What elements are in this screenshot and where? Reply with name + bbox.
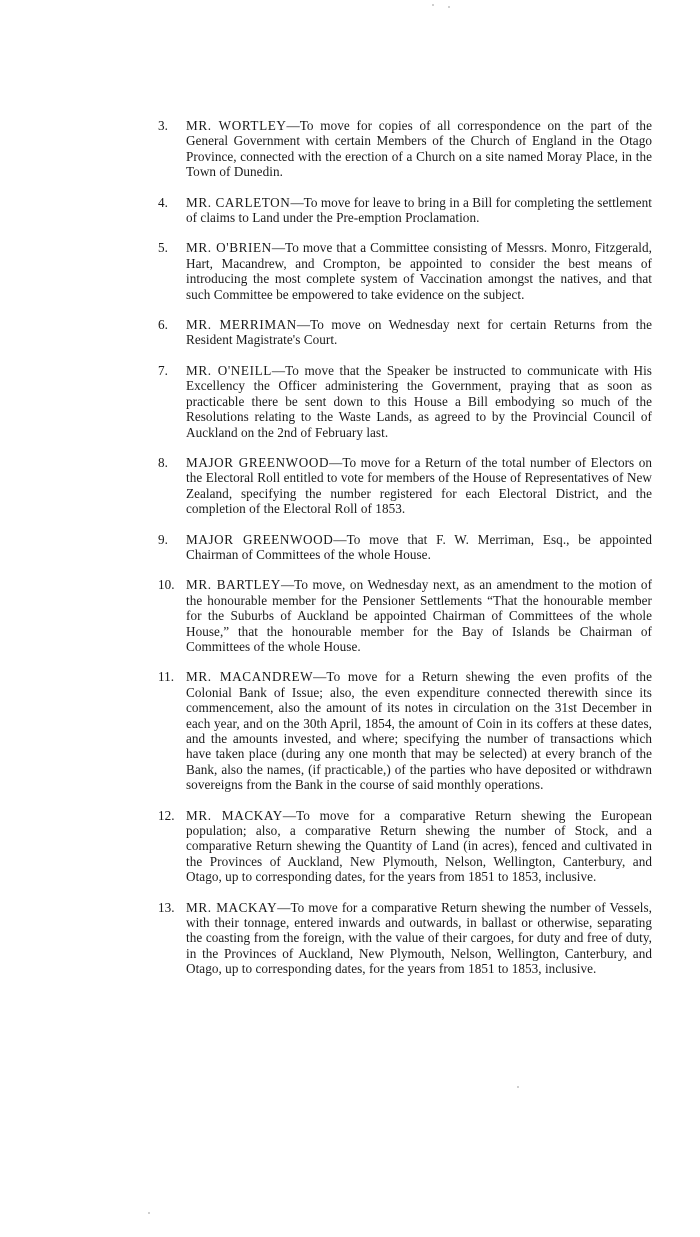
motion-item-3 [158, 118, 652, 180]
motion-number: 5. [158, 240, 168, 256]
notices-of-motion-list [158, 118, 652, 992]
motion-text: —To move for leave to bring in a Bill for completing the settlement of claims to Land under the Pre-emption Proclamation. [186, 194, 652, 226]
motion-item-6 [158, 317, 652, 348]
motion-number: 3. [158, 118, 168, 133]
motion-item-10 [158, 577, 652, 654]
motion-mover: MR. BARTLEY [186, 577, 281, 593]
motion-number: 13. [158, 899, 175, 915]
motion-mover: MR. CARLETON [186, 194, 291, 210]
motion-mover: MR. MACANDREW [186, 669, 314, 685]
motion-item-7 [158, 363, 652, 440]
motion-mover: MR. MERRIMAN [186, 317, 297, 333]
motion-item-4 [158, 195, 652, 226]
motion-mover: MAJOR GREENWOOD [186, 531, 334, 547]
motion-text: —To move for a comparative Return shewing the European population; also, a comparative Return shewing the number of Stock, and a comparative Return shewing the Quantity of Land (in acres), fenced and cultivated in the Provinces of Auckland, New Plymouth, Nelson, Wellington, Canterbury, and Otago, up to corresponding dates, for the years from 1851 to 1853, inclusive. [186, 807, 652, 885]
motion-mover: MR. MACKAY [186, 899, 278, 915]
motion-text: —To move for a comparative Return shewing the number of Vessels, with their tonnage, entered inwards and outwards, in ballast or otherwise, separating the coasting from the foreign, with the value of their cargoes, for duty and free of duty, in the Provinces of Auckland, New Plymouth, Nelson, Wellington, Canterbury, and Otago, up to corresponding dates, for the years from 1851 to 1853, inclusive. [186, 899, 652, 977]
motion-number: 4. [158, 194, 168, 210]
motion-number: 12. [158, 807, 175, 823]
motion-item-11 [158, 669, 652, 792]
motion-text: —To move that the Speaker be instructed to communicate with His Excellency the Officer administering the Government, praying that as soon as practicable there be sent down to this House a Bill embodying so much of the Resolutions relating to the Waste Lands, as agreed to by the Provincial Council of Auckland on the 2nd of February last. [186, 362, 652, 440]
motion-number: 11. [158, 669, 175, 685]
motion-number: 7. [158, 362, 168, 378]
motion-item-9 [158, 532, 652, 563]
motion-mover: MR. O'NEILL [186, 362, 272, 378]
motion-text: —To move for a Return of the total number of Electors on the Electoral Roll entitled to vote for members of the House of Representatives of New Zealand, specifying the number registered for each Electoral District, and the completion of the Electoral Roll of 1853. [186, 454, 652, 517]
motion-mover: MAJOR GREENWOOD [186, 454, 330, 470]
motion-item-13 [158, 900, 652, 977]
motion-text: —To move for copies of all correspondence on the part of the General Government with certain Members of the Church of England in the Otago Province, connected with the erection of a Church on a site named Moray Place, in the Town of Dunedin. [186, 118, 652, 180]
motion-mover: MR. O'BRIEN [186, 240, 272, 256]
motion-mover: MR. WORTLEY [186, 118, 287, 133]
motion-text: —To move for a Return shewing the even profits of the Colonial Bank of Issue; also, the even expenditure connected therewith since its commencement, also the amount of its notes in circulation on the 31st December in each year, and on the 30th April, 1854, the amount of Coin in its coffers at these dates, and the amounts invested, and where; specifying the number of transactions which have taken place (during any one month that may be selected) at every branch of the Bank, also the names, (if practicable,) of the parties who have deposited or withdrawn sovereigns from the Bank in the course of said monthly operations. [186, 669, 652, 793]
motion-item-5 [158, 240, 652, 302]
motion-number: 10. [158, 577, 175, 593]
motion-number: 6. [158, 317, 168, 333]
scan-speck [432, 4, 434, 6]
motion-mover: MR. MACKAY [186, 807, 283, 823]
motion-number: 8. [158, 454, 168, 470]
scan-speck [517, 1086, 519, 1088]
motion-text: —To move that a Committee consisting of Messrs. Monro, Fitzgerald, Hart, Macandrew, and Crompton, be appointed to consider the best means of introducing the most complete system of Vaccination amongst the natives, and that such Committee be empowered to take evidence on the subject. [186, 240, 652, 302]
motion-item-8 [158, 455, 652, 517]
motion-number: 9. [158, 531, 168, 547]
motion-text: —To move on Wednesday next for certain Returns from the Resident Magistrate's Court. [186, 317, 652, 348]
motion-text: —To move that F. W. Merriman, Esq., be appointed Chairman of Committees of the whole House. [186, 531, 652, 562]
motion-item-12 [158, 808, 652, 885]
scan-speck [448, 6, 450, 8]
scan-speck [148, 1212, 150, 1214]
motion-text: —To move, on Wednesday next, as an amendment to the motion of the honourable member for the Pensioner Settlements “That the honourable member for the Suburbs of Auckland be appointed Chairman of Committees of the whole House,” that the honourable member for the Bay of Islands be Chairman of Committees of the whole House. [186, 577, 653, 654]
